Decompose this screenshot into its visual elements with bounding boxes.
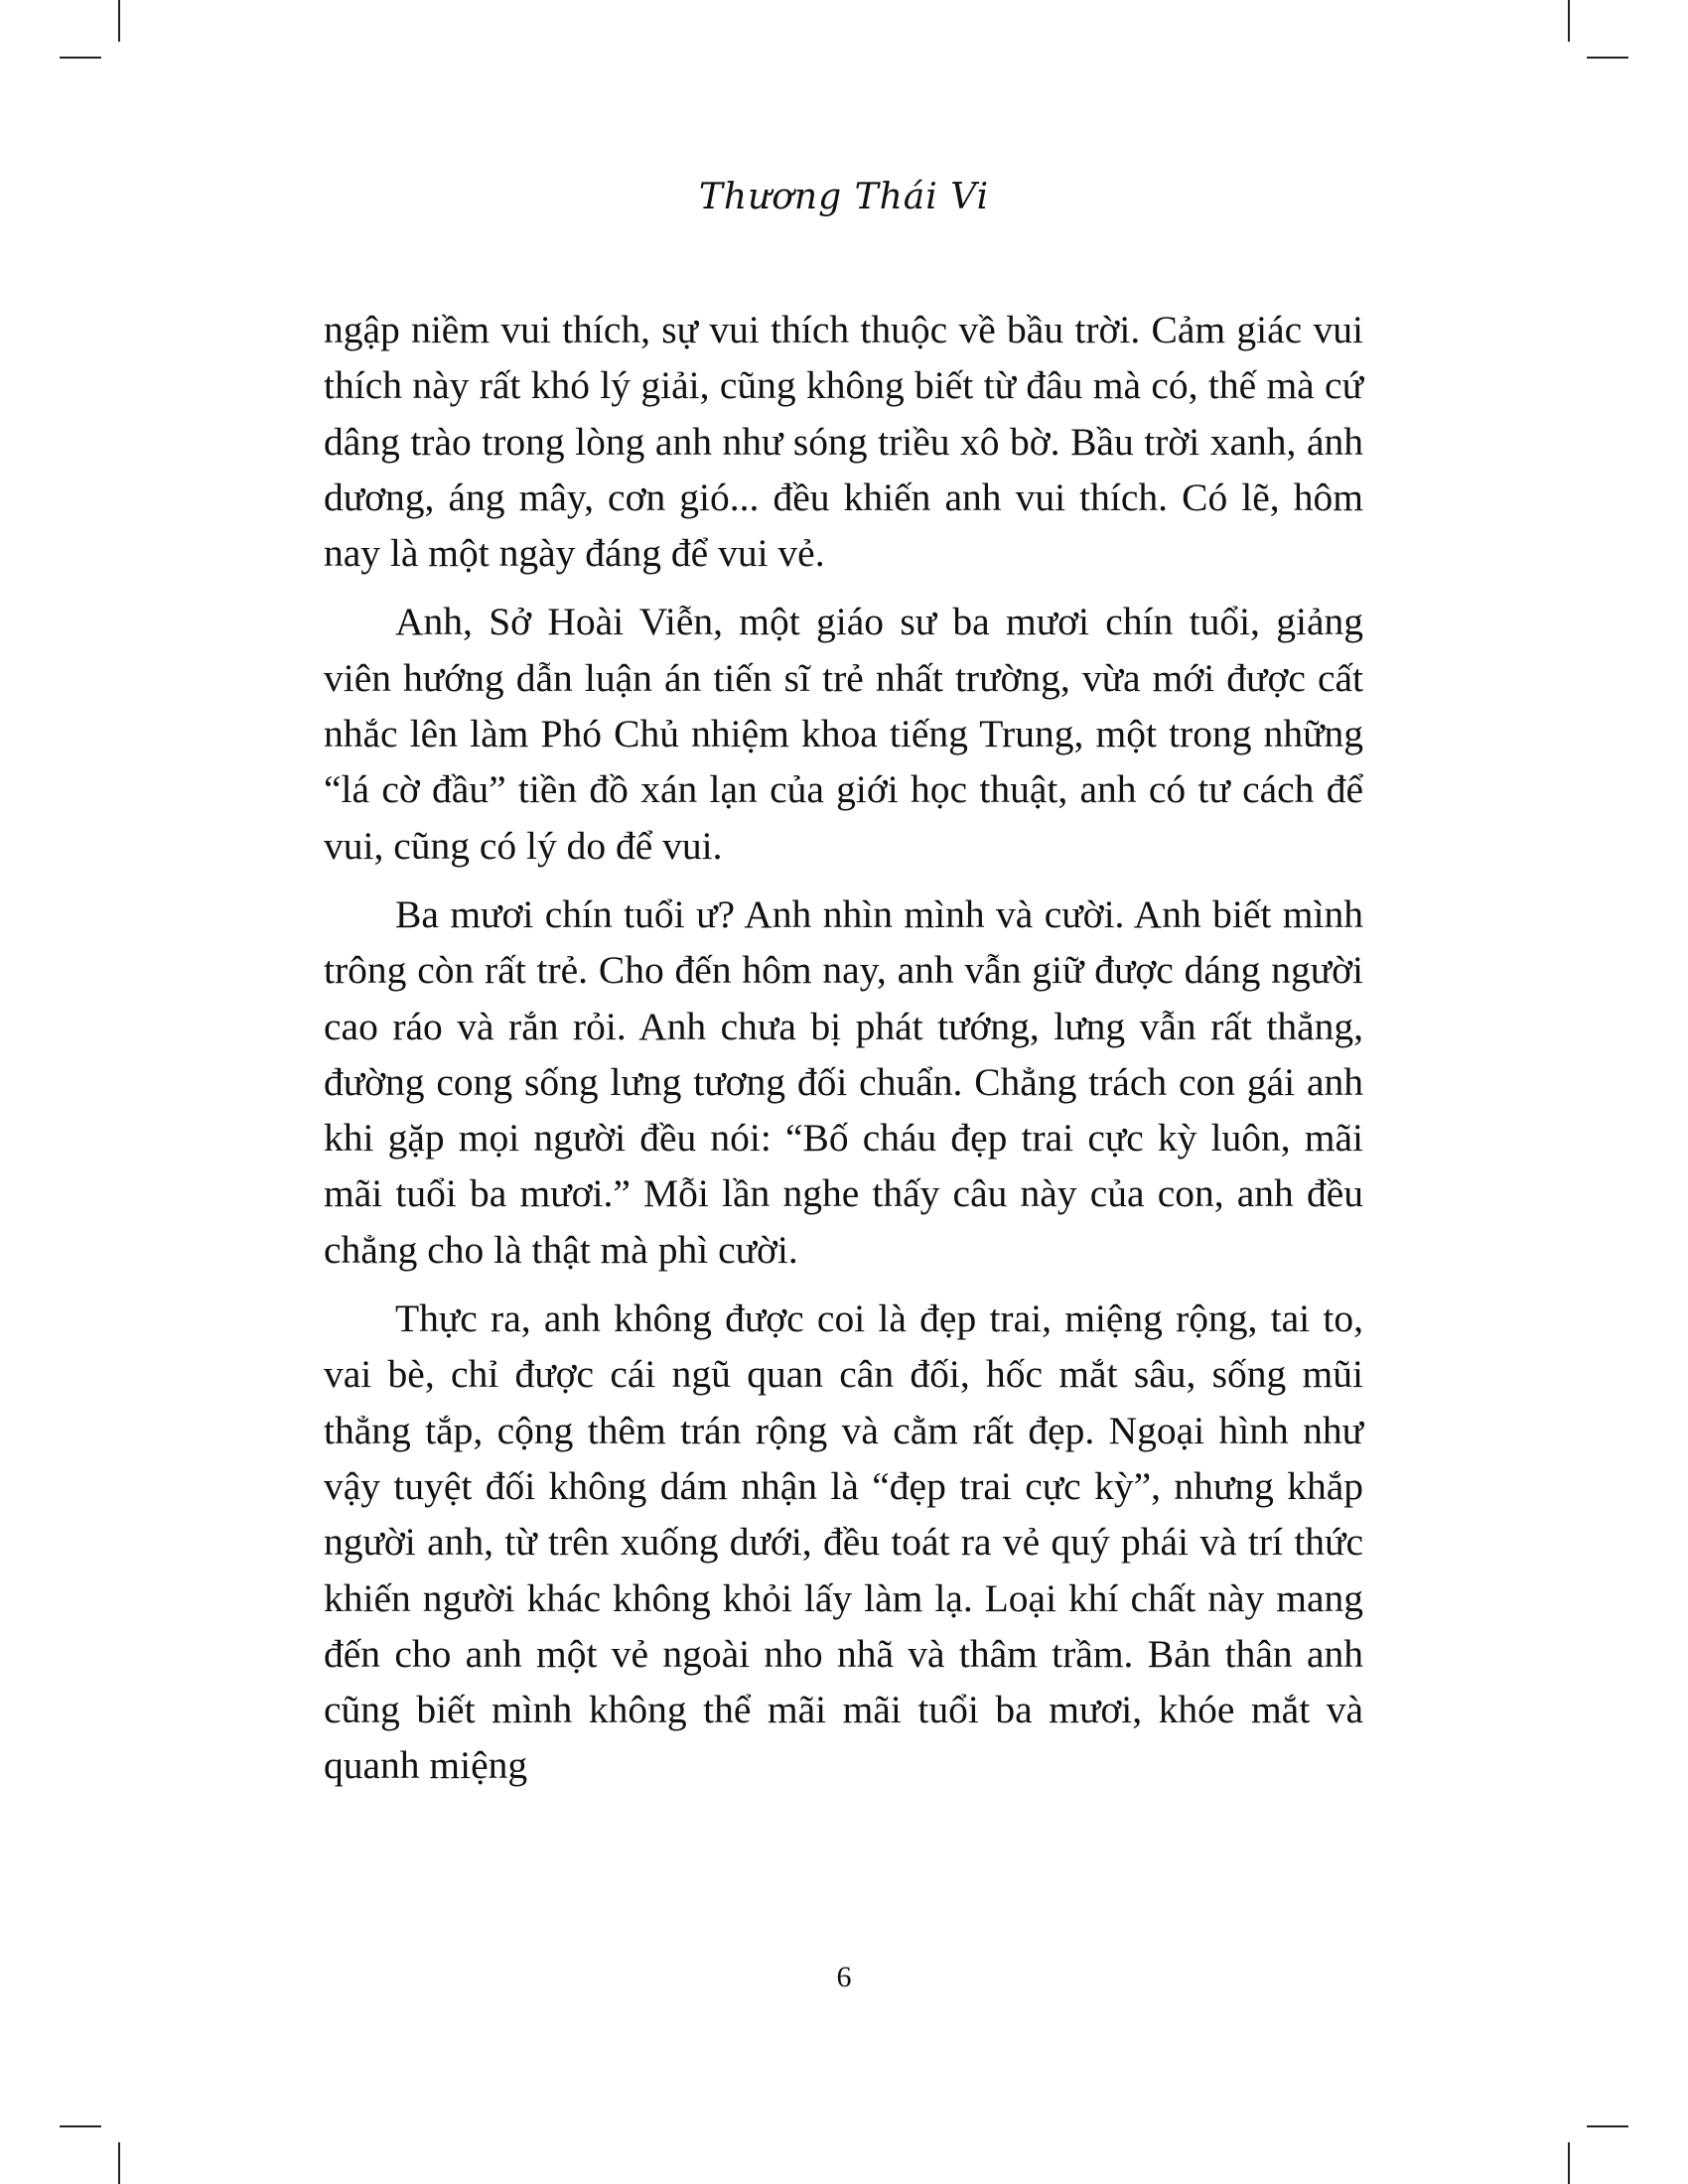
page-number: 6	[836, 1961, 852, 1993]
crop-mark-top-left-vertical	[118, 0, 120, 42]
crop-mark-bottom-right-vertical	[1568, 2142, 1570, 2184]
body-text	[324, 302, 1363, 1807]
paragraph: Thực ra, anh không được coi là đẹp trai, miệng rộng, tai to, vai bè, chỉ được cái ngũ quan cân đối, hốc mắt sâu, sống mũi thẳng tắp, cộng thêm trán rộng và cằm rất đẹp. Ngoại hình như vậy tuyệt đối không dám nhận là “đẹp trai cực kỳ”, nhưng khắp người anh, từ trên xuống dưới, đều toát ra vẻ quý phái và trí thức khiến người khác không khỏi lấy làm lạ. Loại khí chất này mang đến cho anh một vẻ ngoài nho nhã và thâm trầm. Bản thân anh cũng biết mình không thể mãi mãi tuổi ba mươi, khóe mắt và quanh miệng	[324, 1297, 1363, 1788]
crop-mark-top-right-vertical	[1568, 0, 1570, 42]
crop-mark-bottom-left-vertical	[118, 2142, 120, 2184]
crop-mark-bottom-left-horizontal	[60, 2125, 101, 2127]
paragraph: Anh, Sở Hoài Viễn, một giáo sư ba mươi chín tuổi, giảng viên hướng dẫn luận án tiến sĩ trẻ nhất trường, vừa mới được cất nhắc lên làm Phó Chủ nhiệm khoa tiếng Trung, một trong những “lá cờ đầu” tiền đồ xán lạn của giới học thuật, anh có tư cách để vui, cũng có lý do để vui.	[324, 600, 1363, 868]
crop-mark-bottom-right-horizontal	[1587, 2125, 1628, 2127]
crop-mark-top-right-horizontal	[1587, 57, 1628, 59]
paragraph: Ba mươi chín tuổi ư? Anh nhìn mình và cười. Anh biết mình trông còn rất trẻ. Cho đến hôm nay, anh vẫn giữ được dáng người cao ráo và rắn rỏi. Anh chưa bị phát tướng, lưng vẫn rất thẳng, đường cong sống lưng tương đối chuẩn. Chẳng trách con gái anh khi gặp mọi người đều nói: “Bố cháu đẹp trai cực kỳ luôn, mãi mãi tuổi ba mươi.” Mỗi lần nghe thấy câu này của con, anh đều chẳng cho là thật mà phì cười.	[324, 891, 1363, 1272]
running-header: Thương Thái Vi	[698, 177, 990, 217]
paragraph: ngập niềm vui thích, sự vui thích thuộc về bầu trời. Cảm giác vui thích này rất khó lý giải, cũng không biết từ đâu mà có, thế mà cứ dâng trào trong lòng anh như sóng triều xô bờ. Bầu trời xanh, ánh dương, áng mây, cơn gió... đều khiến anh vui thích. Có lẽ, hôm nay là một ngày đáng để vui vẻ.	[324, 308, 1363, 576]
crop-mark-top-left-horizontal	[60, 57, 101, 59]
